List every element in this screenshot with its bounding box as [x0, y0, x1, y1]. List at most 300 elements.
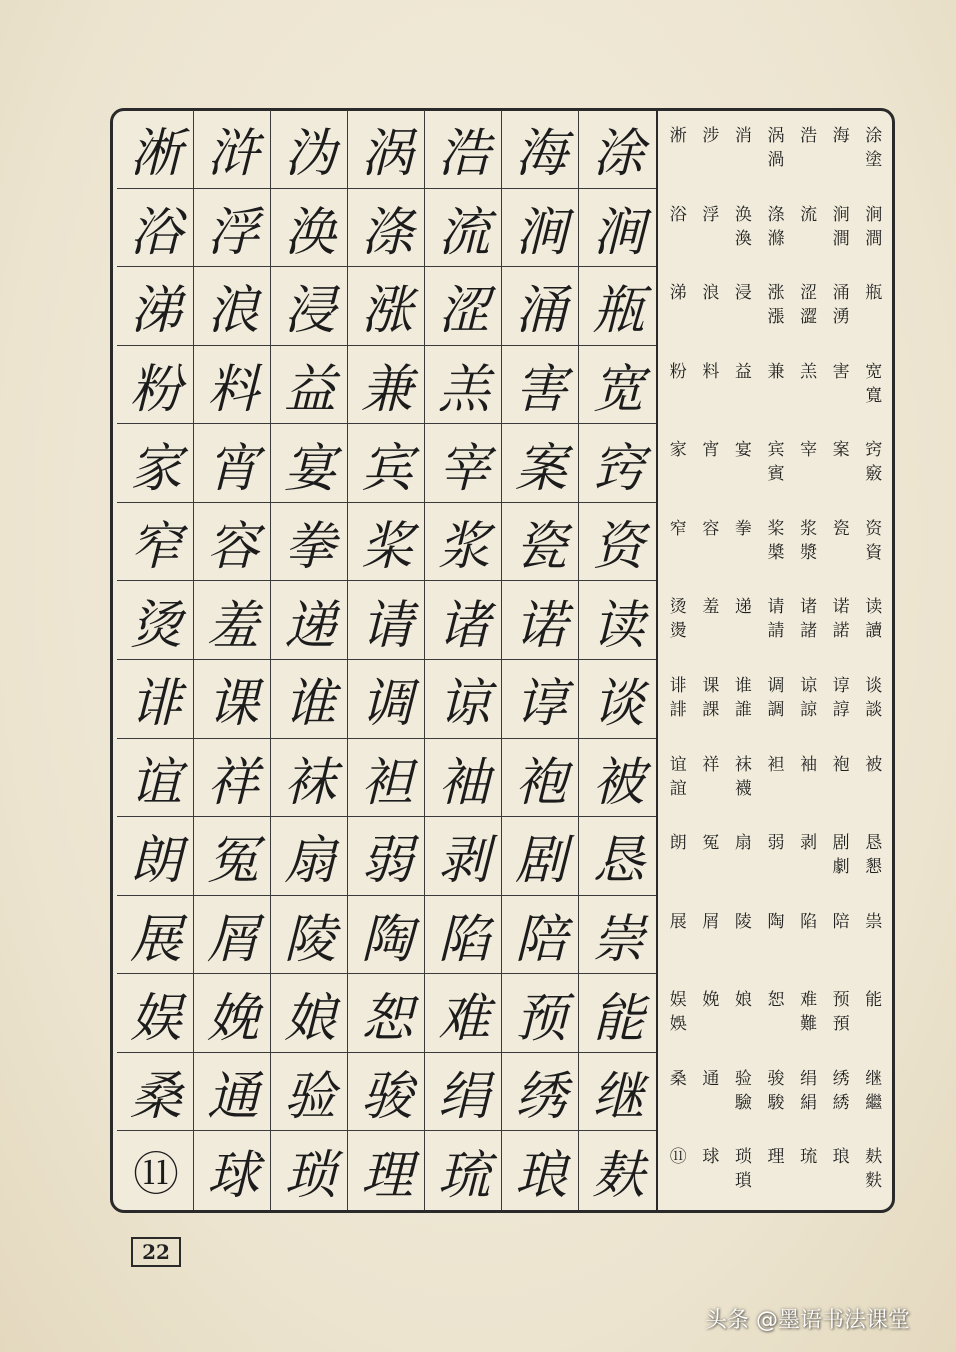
- reference-cell: [760, 110, 793, 189]
- calligraphy-cell: 陷: [425, 896, 502, 975]
- reference-cell: [727, 660, 760, 739]
- calligraphy-cell: 浸: [271, 267, 348, 346]
- reference-character: 綉: [832, 1092, 850, 1113]
- calligraphy-cell: 琐: [271, 1131, 348, 1210]
- calligraphy-cell: 窍: [579, 424, 656, 503]
- reference-character: 浩: [800, 126, 818, 146]
- reference-character: 湧: [832, 307, 850, 328]
- calligraphy-cell: 浪: [194, 267, 271, 346]
- reference-character: 烫: [669, 597, 687, 618]
- calligraphy-cell: 瓶: [579, 267, 656, 346]
- reference-cell: [662, 896, 695, 975]
- calligraphy-cell: 袍: [502, 739, 579, 818]
- reference-character: 袍: [832, 754, 850, 775]
- calligraphy-cell: 宵: [194, 424, 271, 503]
- calligraphy-cell: 涨: [348, 267, 425, 346]
- calligraphy-cell: 课: [194, 660, 271, 739]
- reference-cell: [825, 739, 858, 818]
- reference-cell: [662, 110, 695, 189]
- reference-cell: [825, 110, 858, 189]
- reference-character: 窄: [669, 518, 687, 539]
- reference-character: 流: [800, 204, 818, 225]
- calligraphy-cell: 祥: [194, 739, 271, 818]
- reference-character: 粉: [669, 361, 687, 382]
- reference-character: 諸: [800, 621, 818, 642]
- calligraphy-cell: 通: [194, 1053, 271, 1132]
- reference-character: 預: [832, 1014, 850, 1035]
- reference-cell: [857, 974, 890, 1053]
- reference-character: 宾: [767, 440, 785, 461]
- calligraphy-cell: 袒: [348, 739, 425, 818]
- reference-cell: [662, 267, 695, 346]
- reference-cell: [857, 346, 890, 425]
- reference-character: 娱: [669, 990, 687, 1011]
- reference-cell: [695, 581, 728, 660]
- reference-character: 谁: [734, 675, 752, 696]
- reference-character: 谊: [669, 754, 687, 775]
- reference-cell: [695, 974, 728, 1053]
- reference-character: 验: [734, 1068, 752, 1089]
- watermark-text: 头条 @墨语书法课堂: [705, 1308, 910, 1333]
- calligraphy-cell: 浒: [194, 110, 271, 189]
- reference-character: 諄: [832, 699, 850, 720]
- calligraphy-cell: 谅: [425, 660, 502, 739]
- reference-cell: [825, 346, 858, 425]
- reference-cell: [792, 1053, 825, 1132]
- reference-character: 漲: [767, 307, 785, 328]
- reference-cell: [662, 739, 695, 818]
- calligraphy-cell: 涂: [579, 110, 656, 189]
- reference-character: 浆: [800, 518, 818, 539]
- reference-character: 诽: [669, 675, 687, 696]
- reference-character: 涡: [767, 126, 785, 146]
- reference-character: 读: [865, 597, 883, 618]
- reference-character: 调: [767, 675, 785, 696]
- calligraphy-cell: 请: [348, 581, 425, 660]
- reference-cell: [825, 896, 858, 975]
- calligraphy-cell: 恳: [579, 817, 656, 896]
- calligraphy-cell: 陪: [502, 896, 579, 975]
- reference-character: 誰: [734, 699, 752, 720]
- calligraphy-cell: 验: [271, 1053, 348, 1132]
- reference-cell: [792, 267, 825, 346]
- reference-cell: [825, 424, 858, 503]
- reference-character: 绣: [832, 1068, 850, 1089]
- reference-character: 海: [832, 126, 850, 146]
- reference-cell: [857, 581, 890, 660]
- calligraphy-cell: 浮: [194, 189, 271, 268]
- reference-cell: [727, 110, 760, 189]
- calligraphy-cell: 难: [425, 974, 502, 1053]
- calligraphy-cell: 谊: [117, 739, 194, 818]
- calligraphy-cell: 兼: [348, 346, 425, 425]
- calligraphy-cell: ⑪: [117, 1131, 194, 1210]
- reference-cell: [662, 817, 695, 896]
- reference-character: 漿: [800, 542, 818, 563]
- reference-character: 瓷: [832, 518, 850, 539]
- reference-character: 澗: [865, 228, 883, 249]
- reference-cell: [760, 267, 793, 346]
- reference-cell: [760, 739, 793, 818]
- calligraphy-cell: 陶: [348, 896, 425, 975]
- reference-cell: [760, 896, 793, 975]
- calligraphy-cell: 涧: [579, 189, 656, 268]
- reference-cell: [825, 1053, 858, 1132]
- reference-character: 通: [702, 1068, 720, 1089]
- reference-character: 扇: [734, 833, 752, 854]
- calligraphy-cell: 娱: [117, 974, 194, 1053]
- calligraphy-cell: 朗: [117, 817, 194, 896]
- calligraphy-cell: 球: [194, 1131, 271, 1210]
- reference-character: 懇: [865, 857, 883, 878]
- reference-character: 陷: [800, 911, 818, 932]
- reference-character: 剧: [832, 833, 850, 854]
- calligraphy-cell: 料: [194, 346, 271, 425]
- reference-cell: [695, 1053, 728, 1132]
- reference-character: 琅: [832, 1147, 850, 1168]
- calligraphy-cell: 拳: [271, 503, 348, 582]
- calligraphy-cell: 谁: [271, 660, 348, 739]
- reference-character: 涂: [865, 126, 883, 146]
- reference-character: 兼: [767, 361, 785, 382]
- reference-cell: [760, 974, 793, 1053]
- calligraphy-cell: 被: [579, 739, 656, 818]
- reference-cell: [695, 503, 728, 582]
- reference-character: 羔: [800, 361, 818, 382]
- reference-cell: [662, 974, 695, 1053]
- calligraphy-cell: 宰: [425, 424, 502, 503]
- reference-character: 娘: [734, 990, 752, 1011]
- reference-character: 益: [734, 361, 752, 382]
- calligraphy-cell: 琉: [425, 1131, 502, 1210]
- calligraphy-cell: 海: [502, 110, 579, 189]
- calligraphy-cell: 涕: [117, 267, 194, 346]
- reference-character: 谆: [832, 675, 850, 696]
- reference-cell: [760, 346, 793, 425]
- reference-character: 諒: [800, 699, 818, 720]
- calligraphy-cell: 冤: [194, 817, 271, 896]
- reference-character: 宴: [734, 440, 752, 461]
- page-number: 22: [131, 1237, 181, 1267]
- reference-character: 容: [702, 518, 720, 539]
- reference-cell: [857, 110, 890, 189]
- calligraphy-cell: 剧: [502, 817, 579, 896]
- reference-cell: [760, 189, 793, 268]
- reference-cell: [695, 660, 728, 739]
- reference-cell: [727, 503, 760, 582]
- reference-character: 宽: [865, 361, 883, 382]
- calligraphy-cell: 扇: [271, 817, 348, 896]
- calligraphy-cell: 羞: [194, 581, 271, 660]
- reference-character: 塗: [865, 150, 883, 170]
- reference-character: 理: [767, 1147, 785, 1168]
- calligraphy-cell: 读: [579, 581, 656, 660]
- reference-cell: [662, 424, 695, 503]
- calligraphy-cell: 娘: [271, 974, 348, 1053]
- reference-character: 寬: [865, 385, 883, 406]
- reference-character: 继: [865, 1068, 883, 1089]
- reference-cell: [825, 581, 858, 660]
- reference-cell: [727, 189, 760, 268]
- reference-cell: [825, 660, 858, 739]
- reference-character: 诺: [832, 597, 850, 618]
- calligraphy-cell: 瓷: [502, 503, 579, 582]
- calligraphy-cell: 崇: [579, 896, 656, 975]
- calligraphy-cell: 淅: [117, 110, 194, 189]
- reference-character: 絹: [800, 1092, 818, 1113]
- reference-character: 繼: [865, 1092, 883, 1113]
- reference-character: 瑣: [734, 1171, 752, 1192]
- reference-character: 祥: [702, 754, 720, 775]
- reference-character: 賓: [767, 464, 785, 485]
- calligraphy-cell: 流: [425, 189, 502, 268]
- reference-character: 誹: [669, 699, 687, 720]
- calligraphy-cell: 屑: [194, 896, 271, 975]
- reference-cell: [727, 739, 760, 818]
- reference-character: 涌: [832, 283, 850, 304]
- reference-character: 陶: [767, 911, 785, 932]
- reference-character: 諾: [832, 621, 850, 642]
- calligraphy-cell: 诸: [425, 581, 502, 660]
- reference-cell: [695, 1131, 728, 1210]
- reference-character: 課: [702, 699, 720, 720]
- reference-cell: [857, 739, 890, 818]
- reference-cell: [825, 974, 858, 1053]
- reference-character: 球: [702, 1147, 720, 1168]
- reference-cell: [695, 817, 728, 896]
- reference-cell: [662, 1053, 695, 1132]
- reference-character: 瓶: [865, 283, 883, 304]
- reference-cell: [760, 817, 793, 896]
- calligraphy-cell: 递: [271, 581, 348, 660]
- calligraphy-cell: 袜: [271, 739, 348, 818]
- reference-character: 袜: [734, 754, 752, 775]
- reference-character: 预: [832, 990, 850, 1011]
- reference-character: 递: [734, 597, 752, 618]
- reference-character: 渙: [734, 228, 752, 249]
- reference-cell: [727, 974, 760, 1053]
- reference-cell: [695, 346, 728, 425]
- calligraphy-cell: 陵: [271, 896, 348, 975]
- calligraphy-cell: 调: [348, 660, 425, 739]
- calligraphy-cell: 容: [194, 503, 271, 582]
- reference-character: 涧: [832, 204, 850, 225]
- reference-character: 骏: [767, 1068, 785, 1089]
- reference-cell: [857, 817, 890, 896]
- reference-character: 恕: [767, 990, 785, 1011]
- calligraphy-cell: 谈: [579, 660, 656, 739]
- reference-character: 渦: [767, 150, 785, 170]
- reference-character: 诸: [800, 597, 818, 618]
- calligraphy-cell: 剥: [425, 817, 502, 896]
- reference-character: 绢: [800, 1068, 818, 1089]
- calligraphy-cell: 资: [579, 503, 656, 582]
- calligraphy-cell: 麸: [592, 1146, 643, 1207]
- reference-character: 冤: [702, 833, 720, 854]
- calligraphy-cell: 宴: [271, 424, 348, 503]
- reference-character: 桨: [767, 518, 785, 539]
- reference-character: 涧: [865, 204, 883, 225]
- calligraphy-cell: 沩: [271, 110, 348, 189]
- reference-cell: [760, 660, 793, 739]
- reference-character: 談: [865, 699, 883, 720]
- reference-character: 涕: [669, 283, 687, 304]
- reference-cell: [727, 267, 760, 346]
- reference-cell: [695, 110, 728, 189]
- reference-character: 難: [800, 1014, 818, 1035]
- reference-character: 驗: [734, 1092, 752, 1113]
- reference-character: 谅: [800, 675, 818, 696]
- reference-character: ⑪: [669, 1147, 687, 1168]
- reference-character: 滌: [767, 228, 785, 249]
- reference-character: 讀: [865, 621, 883, 642]
- reference-cell: [662, 346, 695, 425]
- reference-cell: [760, 503, 793, 582]
- reference-cell: [695, 896, 728, 975]
- reference-cell: [727, 896, 760, 975]
- reference-cell: [857, 503, 890, 582]
- calligraphy-cell: 袖: [425, 739, 502, 818]
- calligraphy-cell: 继: [579, 1053, 656, 1132]
- calligraphy-cell: 展: [117, 896, 194, 975]
- calligraphy-cell: 涤: [348, 189, 425, 268]
- reference-character: 桑: [669, 1068, 687, 1089]
- reference-cell: [792, 896, 825, 975]
- reference-character: 麸: [865, 1147, 883, 1168]
- reference-cell: [825, 267, 858, 346]
- calligraphy-cell: 骏: [348, 1053, 425, 1132]
- calligraphy-cell: 涣: [271, 189, 348, 268]
- reference-cell: [695, 267, 728, 346]
- calligraphy-cell: 羔: [425, 346, 502, 425]
- calligraphy-cell: 浆: [425, 503, 502, 582]
- reference-character: 麩: [865, 1171, 883, 1192]
- reference-character: 浮: [702, 204, 720, 225]
- reference-character: 宰: [800, 440, 818, 461]
- reference-character: 家: [669, 440, 687, 461]
- reference-character: 朗: [669, 833, 687, 854]
- reference-character: 害: [832, 361, 850, 382]
- calligraphy-cell: 浴: [117, 189, 194, 268]
- reference-character: 案: [832, 440, 850, 461]
- reference-character: 涩: [800, 283, 818, 304]
- calligraphy-cell: 窄: [117, 503, 194, 582]
- reference-cell: [825, 1131, 858, 1210]
- reference-cell: [695, 739, 728, 818]
- calligraphy-cell: 害: [502, 346, 579, 425]
- reference-cell: [760, 1131, 793, 1210]
- calligraphy-cell: 能: [579, 974, 656, 1053]
- reference-character: 誼: [669, 778, 687, 799]
- reference-character: 浴: [669, 204, 687, 225]
- reference-character: 澗: [832, 228, 850, 249]
- reference-cell: [792, 817, 825, 896]
- reference-cell: [792, 110, 825, 189]
- reference-character: 涉: [702, 126, 720, 146]
- calligraphy-cell: 涌: [502, 267, 579, 346]
- reference-cell: [662, 581, 695, 660]
- reference-cell: [727, 817, 760, 896]
- reference-character: 屑: [702, 911, 720, 932]
- reference-cell: [792, 581, 825, 660]
- calligraphy-cell: 涧: [502, 189, 579, 268]
- calligraphy-cell: 娩: [194, 974, 271, 1053]
- reference-character: 袒: [767, 754, 785, 775]
- reference-cell: [662, 189, 695, 268]
- reference-cell: [857, 1053, 890, 1132]
- reference-character: 琉: [800, 1147, 818, 1168]
- reference-character: 燙: [669, 621, 687, 642]
- calligraphy-cell: 烫: [117, 581, 194, 660]
- reference-character: 澀: [800, 307, 818, 328]
- reference-cell: [662, 1131, 695, 1210]
- calligraphy-cell: 诺: [502, 581, 579, 660]
- reference-character: 槳: [767, 542, 785, 563]
- reference-character: 駿: [767, 1092, 785, 1113]
- calligraphy-cell: 琅: [502, 1131, 579, 1210]
- reference-cell: [792, 424, 825, 503]
- calligraphy-cell: 弱: [348, 817, 425, 896]
- reference-cell: [825, 503, 858, 582]
- reference-cell: [760, 424, 793, 503]
- calligraphy-cell: 谆: [502, 660, 579, 739]
- calligraphy-cell: 家: [117, 424, 194, 503]
- reference-character: 資: [865, 542, 883, 563]
- reference-character: 涨: [767, 283, 785, 304]
- calligraphy-grid: [117, 110, 658, 1210]
- reference-cell: [825, 189, 858, 268]
- calligraphy-cell: 涩: [425, 267, 502, 346]
- calligraphy-cell: 桑: [117, 1053, 194, 1132]
- reference-character: 课: [702, 675, 720, 696]
- reference-cell: [792, 974, 825, 1053]
- calligraphy-cell: 恕: [348, 974, 425, 1053]
- calligraphy-cell: 粉: [117, 346, 194, 425]
- reference-cell: [727, 424, 760, 503]
- reference-cell: [760, 1053, 793, 1132]
- reference-cell: [727, 1131, 760, 1210]
- reference-character: 浪: [702, 283, 720, 304]
- reference-character: 恳: [865, 833, 883, 854]
- calligraphy-cell: 绣: [502, 1053, 579, 1132]
- calligraphy-cell: 宾: [348, 424, 425, 503]
- reference-cell: [662, 503, 695, 582]
- calligraphy-cell: 绢: [425, 1053, 502, 1132]
- reference-cell: [857, 189, 890, 268]
- reference-character: 涣: [734, 204, 752, 225]
- reference-cell: [760, 581, 793, 660]
- reference-cell: [857, 1131, 890, 1210]
- calligraphy-cell: 案: [502, 424, 579, 503]
- reference-character: 陪: [832, 911, 850, 932]
- reference-cell: [792, 660, 825, 739]
- reference-cell: [792, 189, 825, 268]
- reference-cell: [695, 424, 728, 503]
- reference-cell: [792, 739, 825, 818]
- calligraphy-cell: 理: [348, 1131, 425, 1210]
- reference-character: 請: [767, 621, 785, 642]
- reference-character: 琐: [734, 1147, 752, 1168]
- reference-character: 拳: [734, 518, 752, 539]
- reference-cell: [727, 346, 760, 425]
- reference-cell: [727, 581, 760, 660]
- calligraphy-cell: 浩: [425, 110, 502, 189]
- reference-character: 消: [734, 126, 752, 146]
- reference-character: 淅: [669, 126, 687, 146]
- reference-cell: [857, 424, 890, 503]
- reference-cell: [662, 660, 695, 739]
- calligraphy-cell: 桨: [348, 503, 425, 582]
